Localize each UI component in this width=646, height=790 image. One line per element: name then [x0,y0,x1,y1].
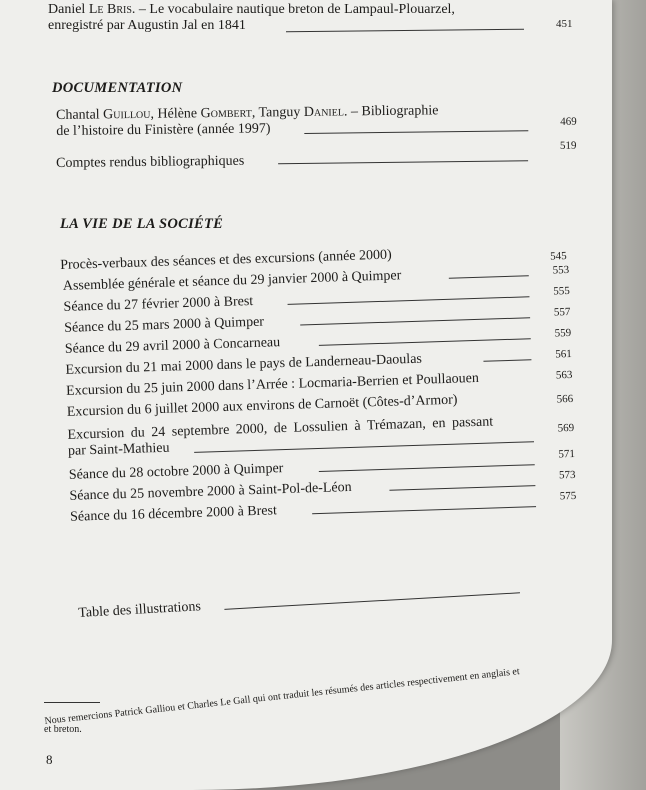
toc-entry-societe: Séance du 25 novembre 2000 à Saint-Pol-de-Léon 573 [69,468,576,504]
page-ref: 575 [559,489,577,503]
page-ref: 566 [556,392,574,406]
toc-entry-societe: Séance du 28 octobre 2000 à Quimper 571 [68,447,576,483]
author-first: Daniel [48,2,86,17]
page-ref: 559 [554,326,572,340]
toc-entry-illustrations: Table des illustrations [78,581,518,622]
section-heading-documentation: DOCUMENTATION [52,80,183,96]
toc-entry-societe: Procès-verbaux des séances et des excursions (année 2000) 545 [60,247,567,273]
page-ref: 563 [555,368,573,382]
section-heading-vie-societe: LA VIE DE LA SOCIÉTÉ [60,216,224,232]
toc-entry-le-bris [48,2,588,34]
toc-entry-societe: Séance du 27 février 2000 à Brest 555 [63,285,570,315]
societe-list [60,242,590,578]
page-ref: 519 [559,139,577,152]
toc-entry-societe: Excursion du 25 juin 2000 dans l’Arrée : Locmaria-Berrien et Poullaouen 563 [65,368,573,399]
page-ref: 553 [552,264,570,277]
page-ref: 571 [558,447,576,461]
page-ref: 561 [555,347,572,361]
entry-title-line2: enregistré par Augustin Jal en 1841 [48,18,246,33]
footnote-text-line2: et breton. [44,724,82,735]
page-ref: 451 [556,18,573,30]
toc-entry-societe: Excursion du 24 septembre 2000, de Lossulien à Trémazan, en passant par Saint-Mathieu 569 [67,414,575,459]
toc-entry-societe: Séance du 16 décembre 2000 à Brest 575 [69,489,577,525]
entry-title-line2: de l’histoire du Finistère (année 1997) [56,121,271,139]
toc-entry-societe: Excursion du 21 mai 2000 dans le pays de Landerneau-Daoulas 561 [65,347,572,378]
entry-title-line1: . – Le vocabulaire nautique breton de Lampaul-Plouarzel, [131,2,455,17]
page-ref: 545 [550,250,567,263]
page-ref: 555 [553,285,570,298]
toc-entry-bibliographie: Chantal Guillou, Hélène Gombert, Tanguy Daniel. – Bibliographie de l’histoire du Finistère (année 1997) 469 [56,101,596,140]
page-ref: 569 [557,421,575,435]
footnote-rule [44,702,100,703]
toc-entry-societe: Excursion du 6 juillet 2000 aux environs de Carnoët (Côtes-d’Armor) 566 [66,392,574,420]
page-ref: 557 [553,305,571,319]
page-number: 8 [46,752,53,767]
toc-entry-societe: Séance du 29 avril 2000 à Concarneau 559 [64,326,572,357]
page-ref: 573 [558,468,576,482]
footnote-text: Nous remercions Patrick Galliou et Charles Le Gall qui ont traduit les résumés des articles respectivement en anglais et [44,666,521,727]
page-ref: 469 [560,115,577,128]
toc-entry-societe: Assemblée générale et séance du 29 janvier 2000 à Quimper 553 [62,264,570,294]
author-last: Le Bris [88,2,132,17]
toc-entry-societe: Séance du 25 mars 2000 à Quimper 557 [63,305,571,336]
toc-entry-comptes-rendus: Comptes rendus bibliographiques 519 [56,139,577,171]
